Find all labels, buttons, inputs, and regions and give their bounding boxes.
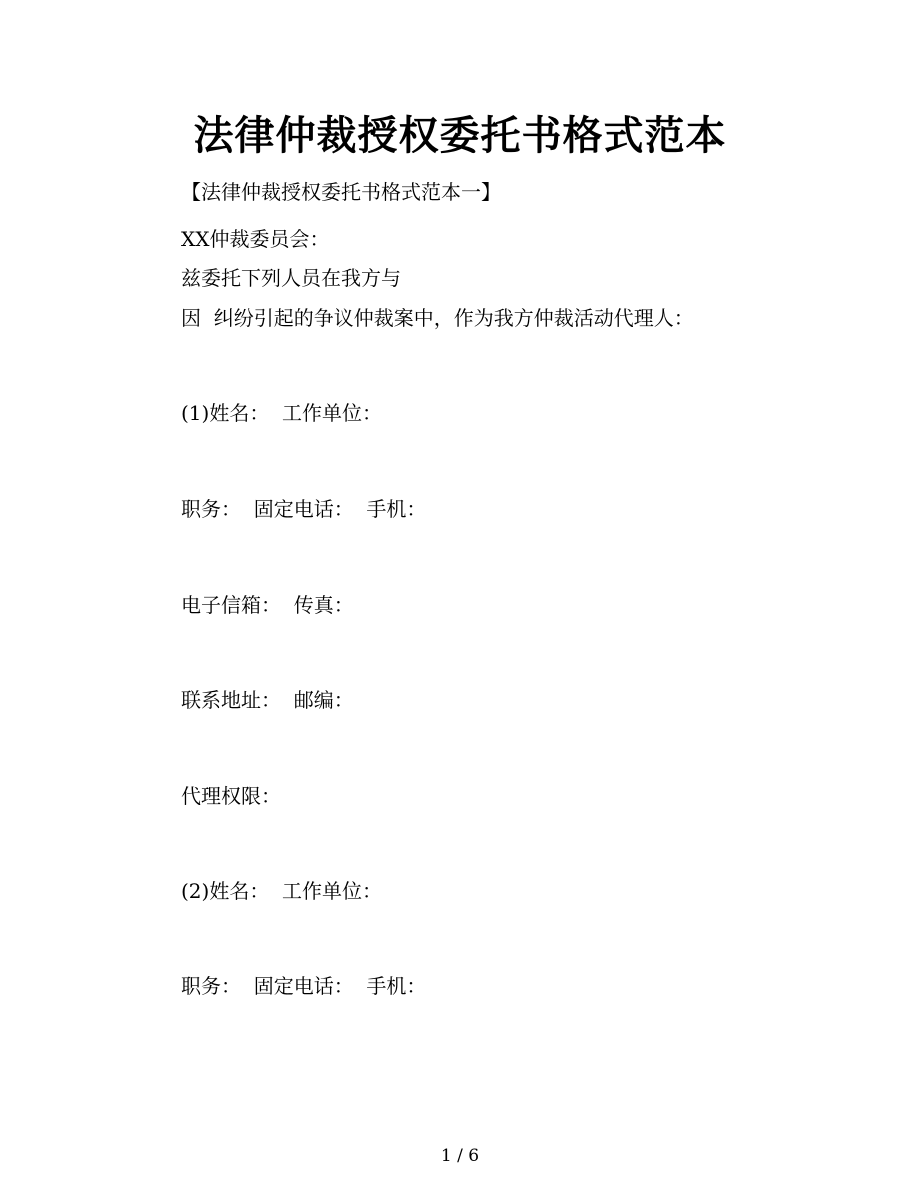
body-line: 兹委托下列人员在我方与 [181,266,401,290]
page-number: 1 / 6 [440,1146,480,1166]
page-title: 法律仲裁授权委托书格式范本 [193,112,727,159]
agent-1-contact-line: 职务： 固定电话： 手机： [181,497,427,521]
agent-2-contact-line: 职务： 固定电话： 手机： [181,974,427,998]
agent-1-address-line: 联系地址： 邮编： [181,688,354,712]
body-line: 因 纠纷引起的争议仲裁案中，作为我方仲裁活动代理人： [181,306,694,330]
agent-1-authority-line: 代理权限： [181,784,281,808]
addressee-line: XX仲裁委员会： [181,227,330,251]
agent-2-name-line: (2)姓名： 工作单位： [181,879,383,903]
agent-1-email-line: 电子信箱： 传真： [181,593,354,617]
section-heading: 【法律仲裁授权委托书格式范本一】 [181,180,501,204]
agent-1-name-line: (1)姓名： 工作单位： [181,401,383,425]
